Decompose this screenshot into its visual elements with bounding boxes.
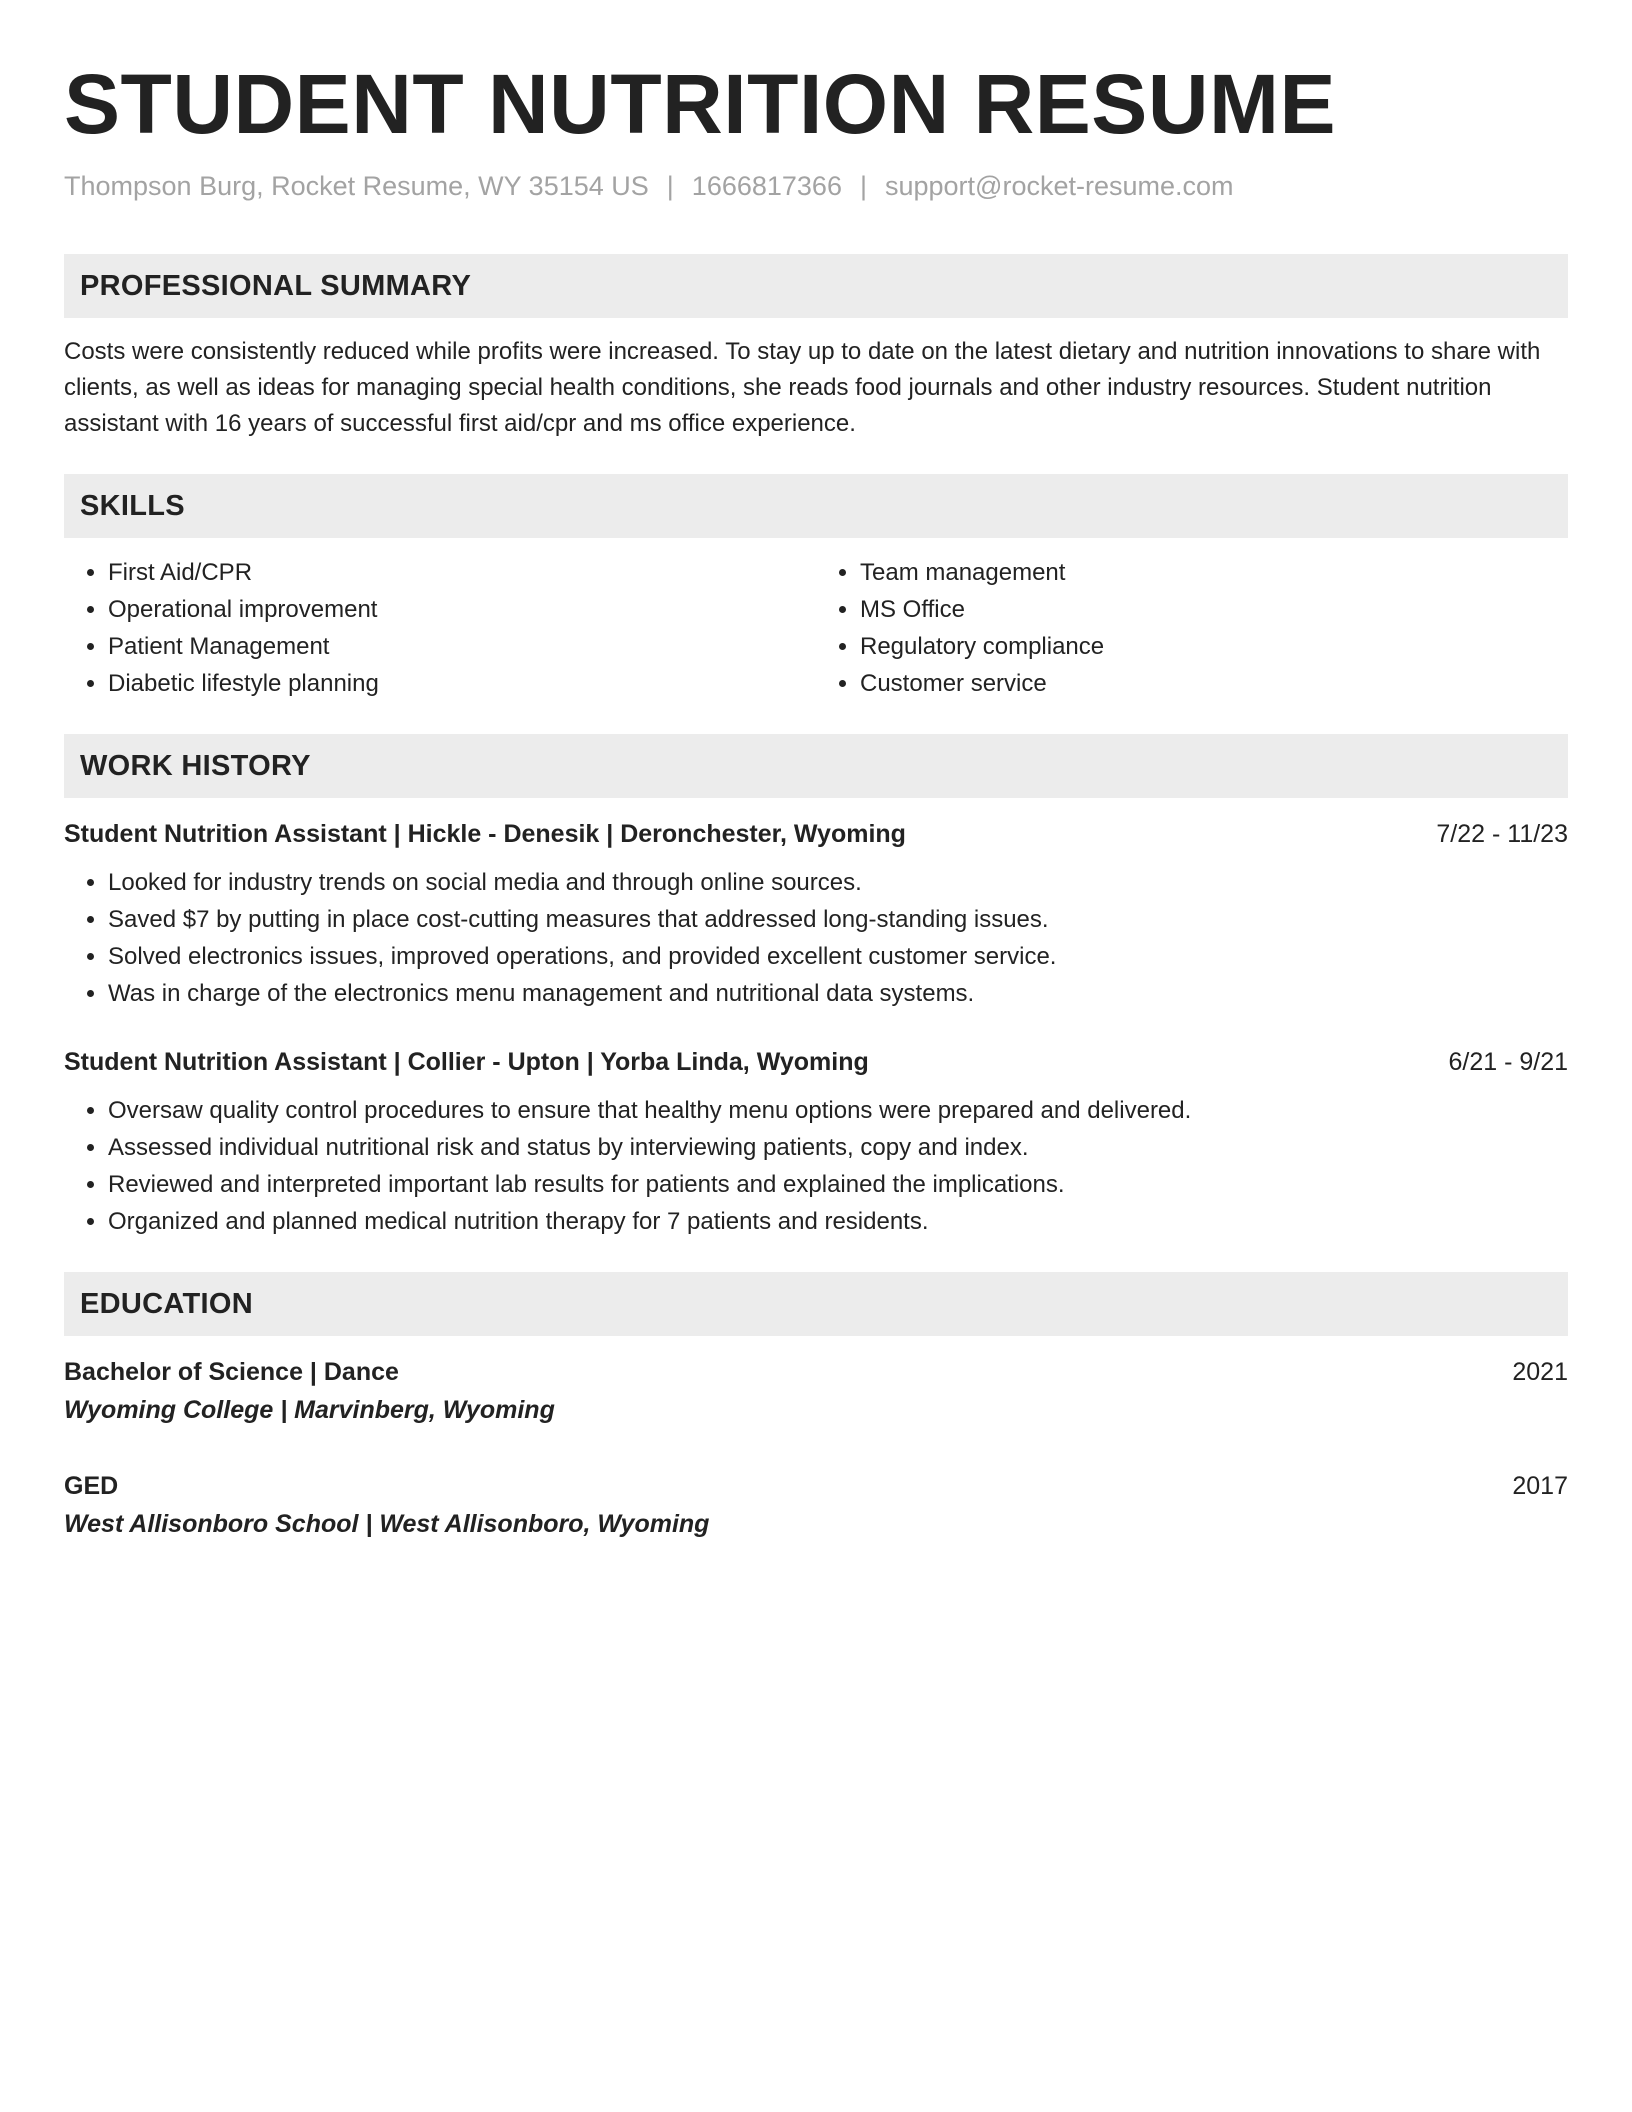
job-entry [64, 814, 1568, 1012]
contact-separator: | [666, 171, 674, 201]
job-entry [64, 1042, 1568, 1240]
skills-list [64, 554, 1568, 702]
education-degree: GED [64, 1472, 119, 1500]
job-bullet: • Looked for industry trends on social media and through online sources. [108, 864, 1568, 901]
contact-line [64, 168, 1568, 204]
job-dates: 7/22 - 11/23 [1436, 820, 1568, 848]
job-title: Student Nutrition Assistant | Collier - Upton | Yorba Linda, Wyoming [64, 1048, 869, 1076]
job-header [64, 1042, 1568, 1082]
education-degree: Bachelor of Science | Dance [64, 1358, 399, 1386]
education-year: 2021 [1512, 1358, 1568, 1386]
skill-item: • Customer service [860, 665, 1568, 702]
skill-item: • Regulatory compliance [860, 628, 1568, 665]
skill-item: • Operational improvement [108, 591, 816, 628]
skill-item: • Team management [860, 554, 1568, 591]
skill-item: • Diabetic lifestyle planning [108, 665, 816, 702]
education-header [64, 1352, 1568, 1392]
work-heading: WORK HISTORY [64, 734, 1568, 798]
skill-item: • First Aid/CPR [108, 554, 816, 591]
job-bullet: • Oversaw quality control procedures to ensure that healthy menu options were prepared and delivered. [108, 1092, 1568, 1129]
skills-column-left [64, 554, 816, 702]
job-bullet: • Organized and planned medical nutrition therapy for 7 patients and residents. [108, 1203, 1568, 1240]
education-school: West Allisonboro School | West Allisonboro, Wyoming [64, 1510, 710, 1538]
summary-heading: PROFESSIONAL SUMMARY [64, 254, 1568, 318]
job-bullet: • Reviewed and interpreted important lab results for patients and explained the implications. [108, 1166, 1568, 1203]
education-header [64, 1466, 1568, 1506]
job-title: Student Nutrition Assistant | Hickle - Denesik | Deronchester, Wyoming [64, 820, 906, 848]
education-heading: EDUCATION [64, 1272, 1568, 1336]
skill-item: • Patient Management [108, 628, 816, 665]
job-header [64, 814, 1568, 854]
summary-text: Costs were consistently reduced while profits were increased. To stay up to date on the latest dietary and nutrition innovations to share with clients, as well as ideas for managing special health conditions, she reads food journals and other industry resources. Student nutrition assistant with 16 years of successful first aid/cpr and ms office experience. [64, 338, 1541, 437]
contact-phone: 1666817366 [691, 171, 842, 201]
contact-separator: | [859, 171, 867, 201]
resume-title: STUDENT NUTRITION RESUME [64, 57, 1336, 151]
job-dates: 6/21 - 9/21 [1448, 1048, 1568, 1076]
job-bullet: • Saved $7 by putting in place cost-cutting measures that addressed long-standing issues. [108, 901, 1568, 938]
education-entry [64, 1466, 1568, 1542]
contact-email: support@rocket-resume.com [884, 171, 1234, 201]
job-bullet: • Was in charge of the electronics menu management and nutritional data systems. [108, 975, 1568, 1012]
skills-heading: SKILLS [64, 474, 1568, 538]
job-bullet: • Assessed individual nutritional risk and status by interviewing patients, copy and index. [108, 1129, 1568, 1166]
education-year: 2017 [1512, 1472, 1568, 1500]
skill-item: • MS Office [860, 591, 1568, 628]
education-school: Wyoming College | Marvinberg, Wyoming [64, 1396, 555, 1424]
job-bullets [64, 864, 1568, 1012]
skills-column-right [816, 554, 1568, 702]
job-bullet: • Solved electronics issues, improved operations, and provided excellent customer service. [108, 938, 1568, 975]
contact-address: Thompson Burg, Rocket Resume, WY 35154 US [64, 171, 649, 201]
education-entry [64, 1352, 1568, 1428]
job-bullets [64, 1092, 1568, 1240]
